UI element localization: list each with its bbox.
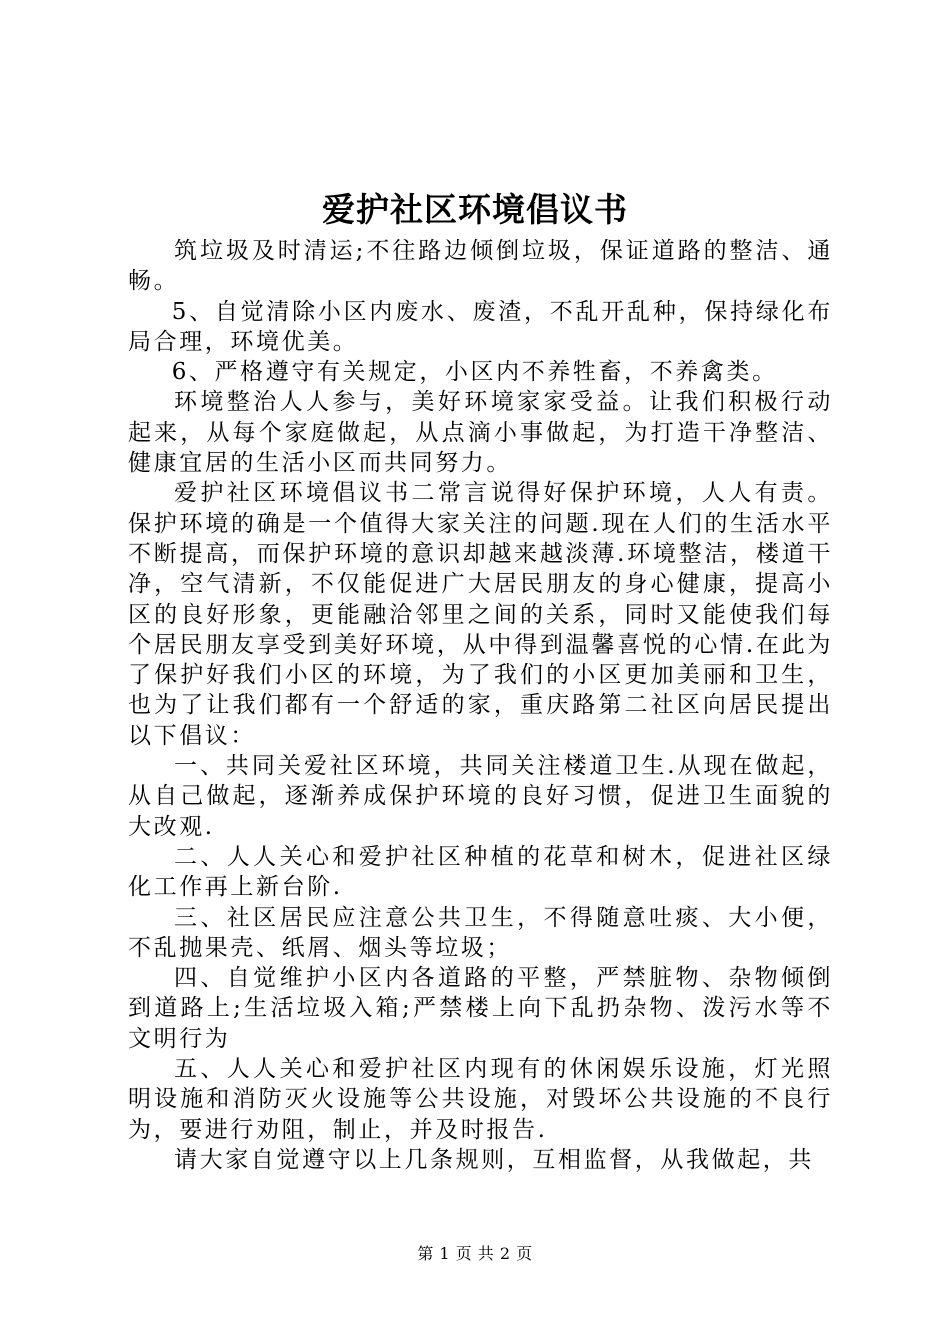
paragraph: 请大家自觉遵守以上几条规则，互相监督，从我做起，共 <box>174 1146 814 1173</box>
paragraph: 二、人人关心和爱护社区种植的花草和树木，促进社区绿化工作再上新台阶. <box>128 843 833 901</box>
document-body <box>128 236 833 1175</box>
document-title: 爱护社区环境倡议书 <box>322 190 628 229</box>
paragraph: 5、自觉清除小区内废水、废渣，不乱开乱种，保持绿化布局合理，环境优美。 <box>128 298 833 355</box>
paragraph: 四、自觉维护小区内各道路的平整，严禁脏物、杂物倾倒到道路上;生活垃圾入箱;严禁楼上向下乱扔杂物、泼污水等不文明行为 <box>128 965 833 1052</box>
paragraph: 三、社区居民应注意公共卫生，不得随意吐痰、大小便，不乱抛果壳、纸屑、烟头等垃圾； <box>128 904 833 961</box>
paragraph: 爱护社区环境倡议书二常言说得好保护环境，人人有责。保护环境的确是一个值得大家关注的问题.现在人们的生活水平不断提高，而保护环境的意识却越来越淡薄.环境整洁，楼道干净，空气清新，不仅能促进广大居民朋友的身心健康，提高小区的良好形象，更能融洽邻里之间的关系，同时又能使我们每个居民朋友享受到美好环境，从中得到温馨喜悦的心情.在此为了保护好我们小区的环境，为了我们的小区更加美丽和卫生，也为了让我们都有一个舒适的家，重庆路第二社区向居民提出以下倡议： <box>128 480 833 749</box>
paragraph: 筑垃圾及时清运;不往路边倾倒垃圾，保证道路的整洁、通畅。 <box>128 238 833 295</box>
paragraph: 6、严格遵守有关规定，小区内不养牲畜，不养禽类。 <box>171 359 778 386</box>
paragraph: 一、共同关爱社区环境，共同关注楼道卫生.从现在做起，从自己做起，逐渐养成保护环境的良好习惯，促进卫生面貌的大改观. <box>128 753 833 840</box>
page-number-footer: 第 1 页 共 2 页 <box>417 1244 533 1263</box>
paragraph: 环境整治人人参与，美好环境家家受益。让我们积极行动起来，从每个家庭做起，从点滴小事做起，为打造干净整洁、健康宜居的生活小区而共同努力。 <box>128 389 833 477</box>
paragraph: 五、人人关心和爱护社区内现有的休闲娱乐设施，灯光照明设施和消防灭火设施等公共设施，对毁坏公共设施的不良行为，要进行劝阻，制止，并及时报告. <box>128 1056 833 1143</box>
